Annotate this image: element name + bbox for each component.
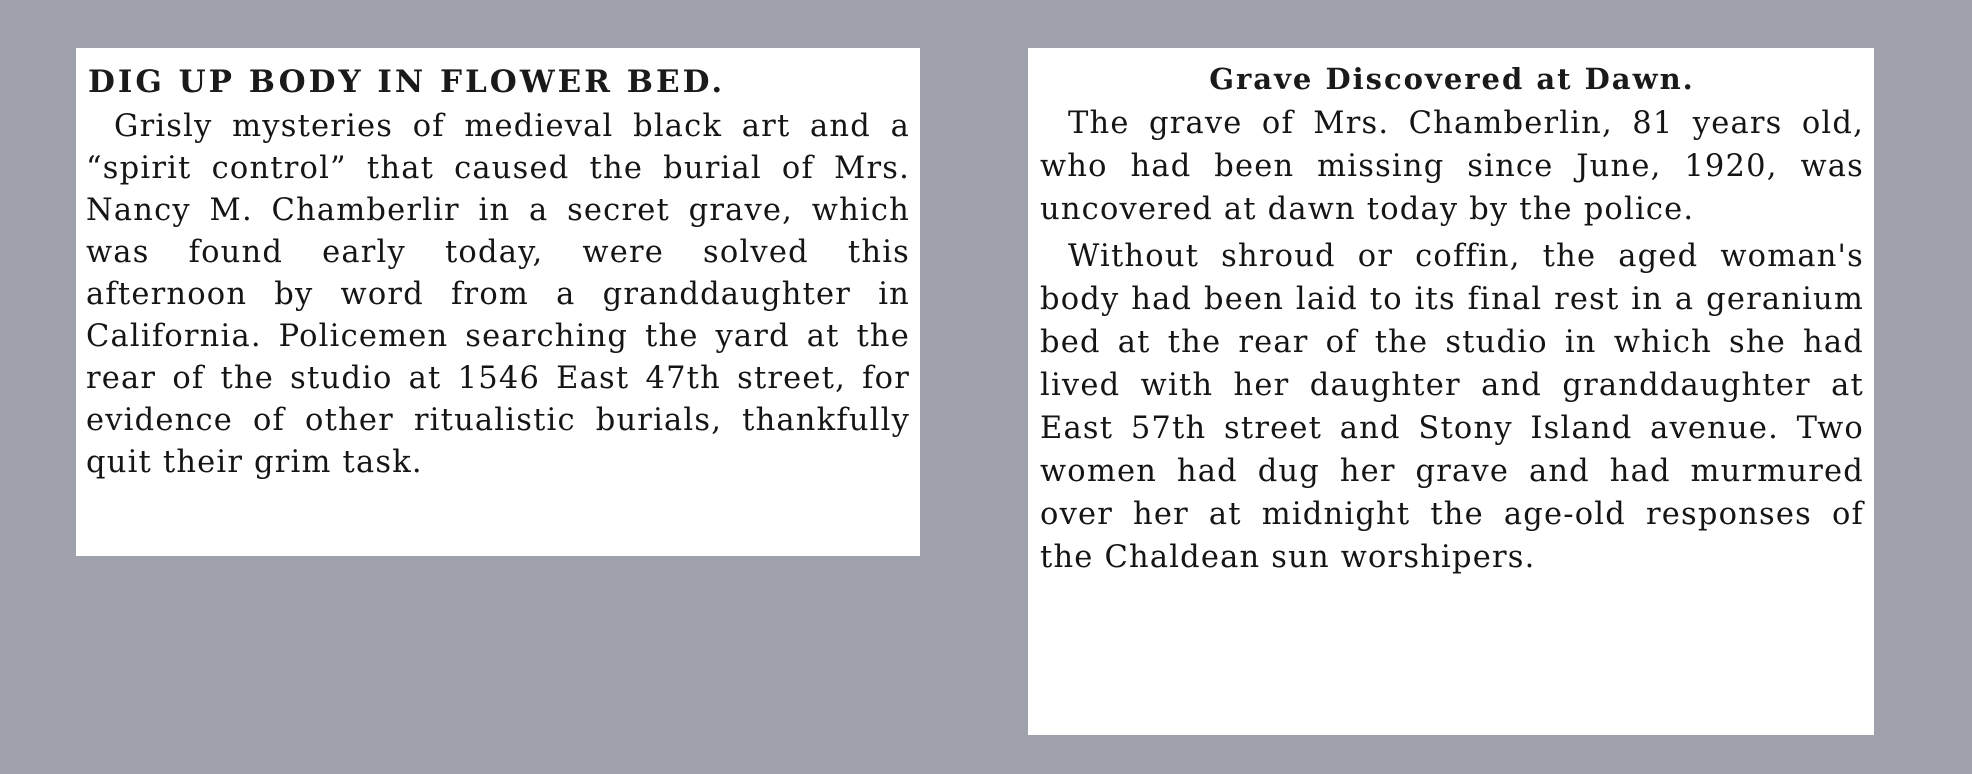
clipping-paragraph: Grisly mysteries of medieval black art and a “spirit control” that caused the burial of Mrs. Nancy M. Chamberlir in a secret grave, which was found early today, were solved this afternoon by word from a granddaughter in California. Policemen searching the yard at the rear of the studio at 1546 East 47th street, for evidence of other ritualistic burials, thankfully quit their grim task. <box>86 109 910 480</box>
newspaper-clipping-right <box>1028 48 1874 735</box>
clipping-paragraph: Without shroud or coffin, the aged woman's body had been laid to its final rest in a geranium bed at the rear of the studio in which she had lived with her daughter and granddaughter at East 57th street and Stony Island avenue. Two women had dug her grave and had murmured over her at midnight the age-old responses of the Chaldean sun worshipers. <box>1040 239 1864 575</box>
clipping-headline: Grave Discovered at Dawn. <box>1209 62 1695 96</box>
newspaper-clipping-left <box>76 48 920 556</box>
clipping-paragraph: The grave of Mrs. Chamberlin, 81 years old, who had been missing since June, 1920, was uncovered at dawn today by the police. <box>1040 106 1864 227</box>
clipping-headline: DIG UP BODY IN FLOWER BED. <box>88 64 726 100</box>
